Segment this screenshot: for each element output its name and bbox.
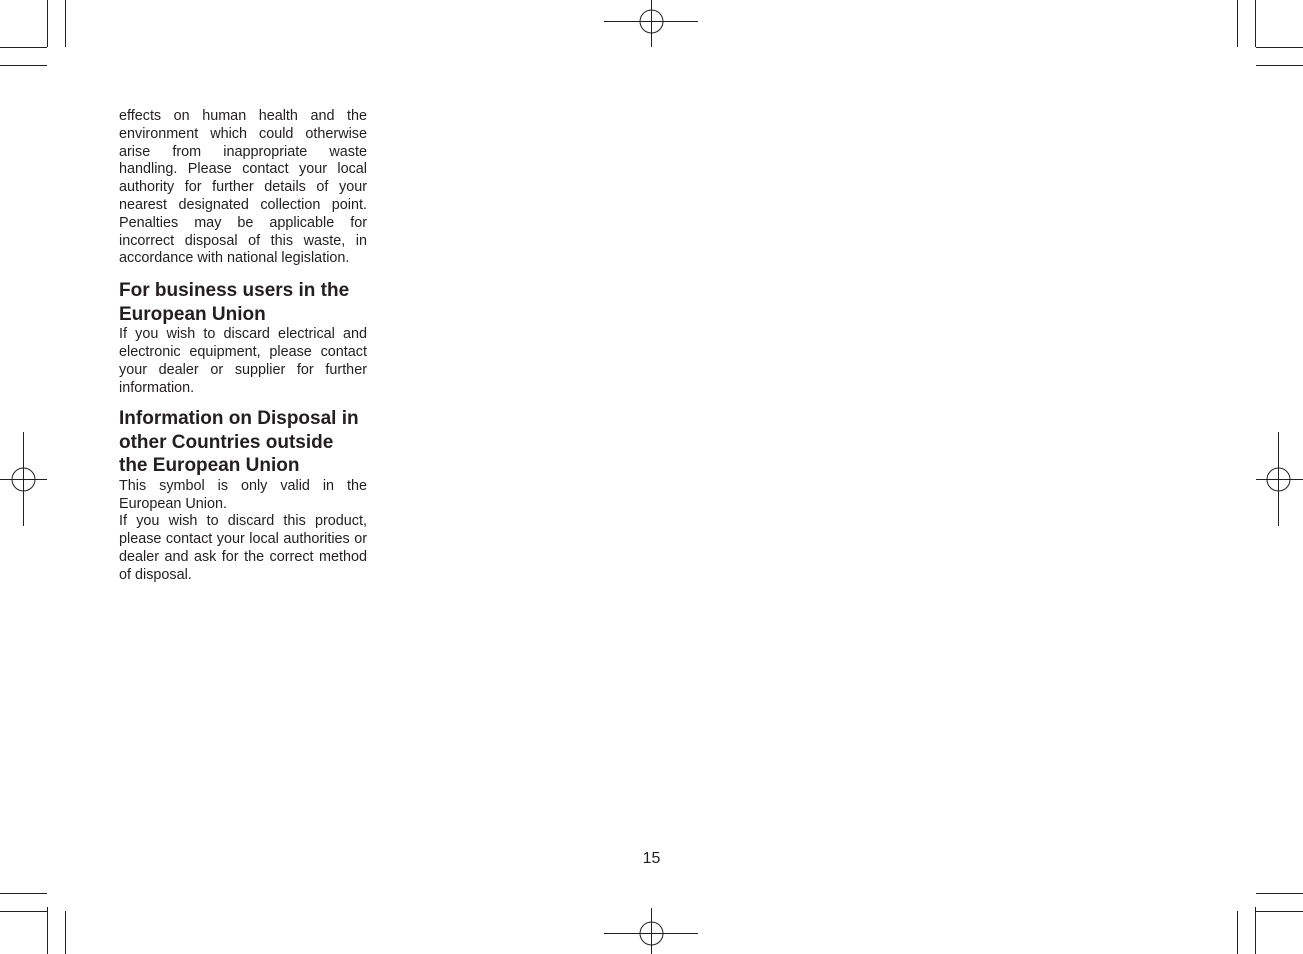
section-heading: Information on Disposal in other Countries outside the European Union [119,408,359,477]
page-number: 15 [642,850,661,867]
section-business-users [119,279,367,397]
section-heading: For business users in the European Union [119,280,350,325]
section-paragraph: This symbol is only valid in the European Union. [119,477,367,512]
section-outside-eu [119,407,367,584]
text-column [119,108,367,585]
intro-paragraph: effects on human health and the environment which could otherwise arise from inappropriate waste handling. Please contact your local authority for further details of your nearest designated collection point. Penalties may be applicable for incorrect disposal of this waste, in accordance with national legislation. [119,108,367,267]
section-paragraph: If you wish to discard this product, please contact your local authorities or dealer and ask for the correct method of disposal. [119,513,367,583]
section-paragraph: If you wish to discard electrical and electronic equipment, please contact your dealer or supplier for further information. [119,326,367,396]
